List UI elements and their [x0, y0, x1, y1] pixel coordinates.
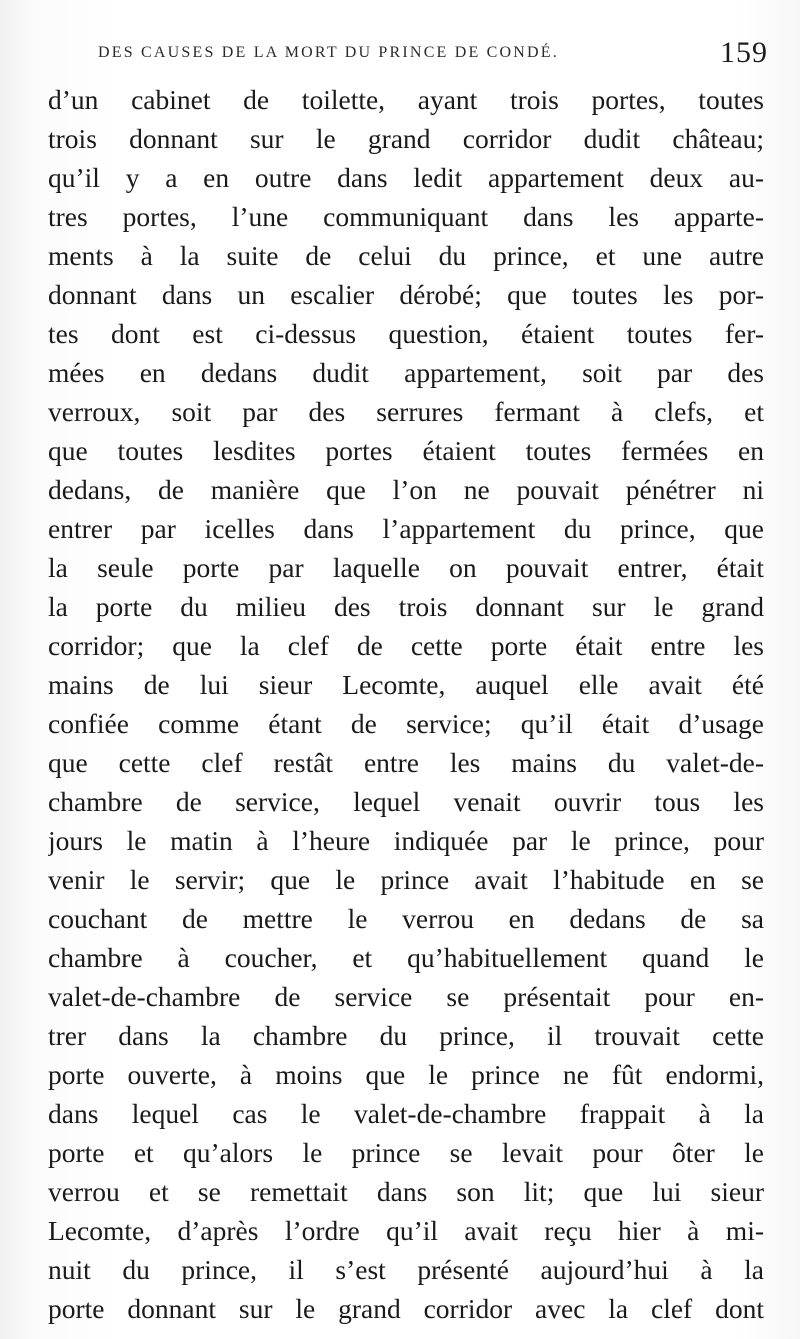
text-line: dans lequel cas le valet-de-chambre frappait à la	[48, 1098, 764, 1129]
text-line: porte donnant sur le grand corridor avec la clef dont	[48, 1293, 764, 1324]
text-line: que toutes lesdites portes étaient toutes fermées en	[48, 435, 764, 466]
running-header	[98, 36, 768, 76]
text-line: trois donnant sur le grand corridor dudit château;	[48, 123, 764, 154]
text-line: ments à la suite de celui du prince, et une autre	[48, 240, 764, 271]
text-line: couchant de mettre le verrou en dedans de sa	[48, 903, 764, 934]
text-line: tes dont est ci-dessus question, étaient toutes fer-	[48, 318, 764, 349]
text-line: d’un cabinet de toilette, ayant trois portes, toutes	[48, 84, 764, 115]
text-line: mains de lui sieur Lecomte, auquel elle avait été	[48, 669, 764, 700]
text-line: porte ouverte, à moins que le prince ne fût endormi,	[48, 1059, 764, 1090]
text-line: entrer par icelles dans l’appartement du prince, que	[48, 513, 764, 544]
text-line: dedans, de manière que l’on ne pouvait pénétrer ni	[48, 474, 764, 505]
text-line: trer dans la chambre du prince, il trouvait cette	[48, 1020, 764, 1051]
text-line: verrou et se remettait dans son lit; que lui sieur	[48, 1176, 764, 1207]
body-text	[48, 80, 764, 1328]
text-line: valet-de-chambre de service se présentait pour en-	[48, 981, 764, 1012]
text-line: nuit du prince, il s’est présenté aujourd’hui à la	[48, 1254, 764, 1285]
text-line: tres portes, l’une communiquant dans les apparte-	[48, 201, 764, 232]
text-line: la seule porte par laquelle on pouvait entrer, était	[48, 552, 764, 583]
text-line: chambre de service, lequel venait ouvrir tous les	[48, 786, 764, 817]
page-number: 159	[720, 36, 768, 69]
text-line: que cette clef restât entre les mains du valet-de-	[48, 747, 764, 778]
running-title: DES CAUSES DE LA MORT DU PRINCE DE CONDÉ.	[98, 44, 559, 61]
text-line: venir le servir; que le prince avait l’habitude en se	[48, 864, 764, 895]
text-line: verroux, soit par des serrures fermant à clefs, et	[48, 396, 764, 427]
text-line: qu’il y a en outre dans ledit appartement deux au-	[48, 162, 764, 193]
text-line: jours le matin à l’heure indiquée par le prince, pour	[48, 825, 764, 856]
text-line: donnant dans un escalier dérobé; que toutes les por-	[48, 279, 764, 310]
text-line: la porte du milieu des trois donnant sur le grand	[48, 591, 764, 622]
text-line: corridor; que la clef de cette porte était entre les	[48, 630, 764, 661]
text-line: mées en dedans dudit appartement, soit par des	[48, 357, 764, 388]
text-line: chambre à coucher, et qu’habituellement quand le	[48, 942, 764, 973]
text-line: porte et qu’alors le prince se levait pour ôter le	[48, 1137, 764, 1168]
text-line: confiée comme étant de service; qu’il était d’usage	[48, 708, 764, 739]
text-line: Lecomte, d’après l’ordre qu’il avait reçu hier à mi-	[48, 1215, 764, 1246]
